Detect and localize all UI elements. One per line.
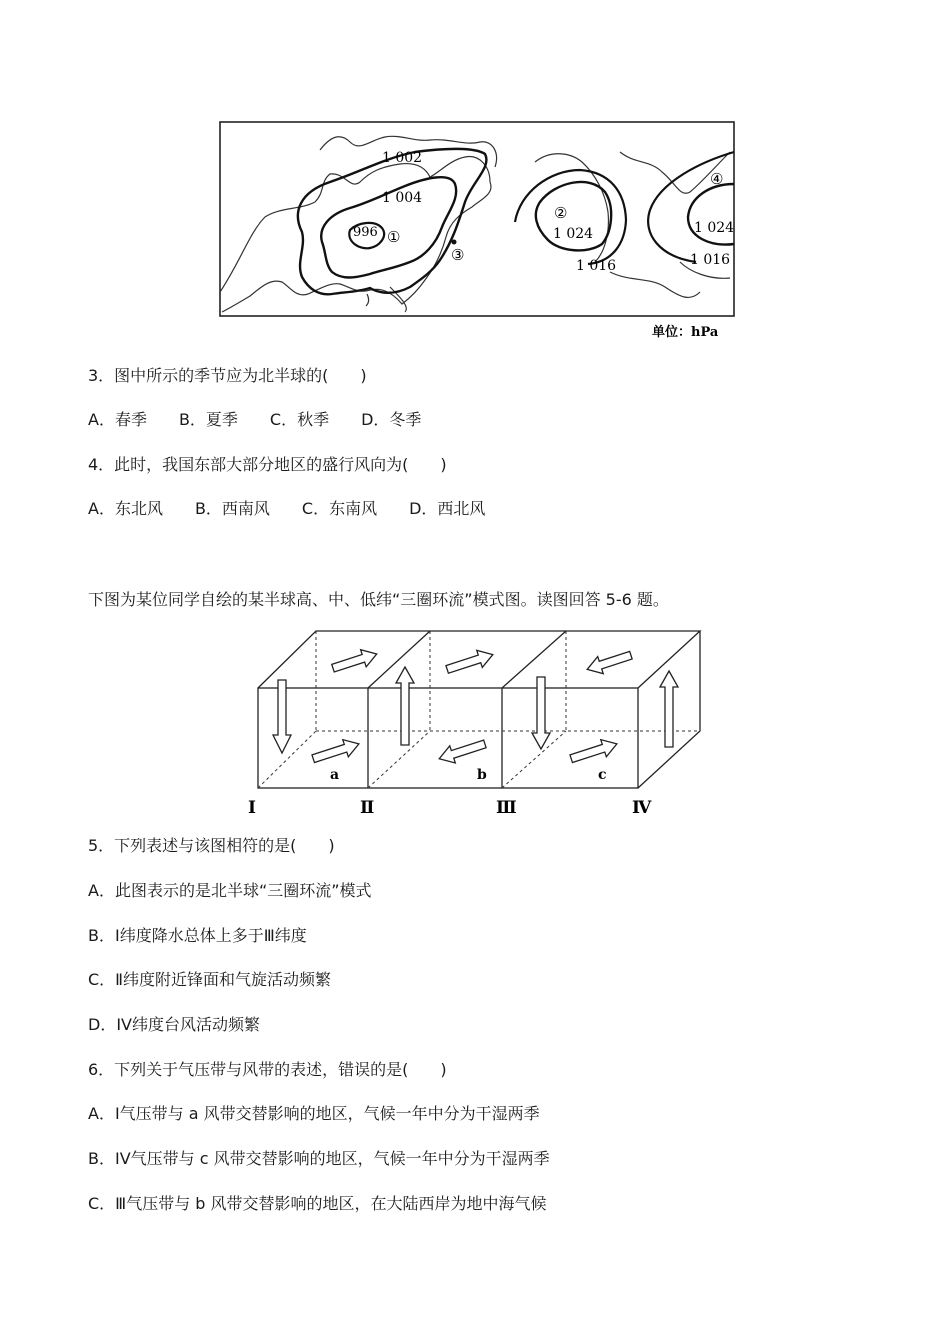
- q5-option-d: D．IV纬度台风活动频繁: [88, 1015, 260, 1034]
- label-1002: 1 002: [382, 150, 423, 166]
- q6-stem: 6．下列关于气压带与风带的表述，错误的是( ): [88, 1060, 447, 1079]
- top-diag-III: [502, 631, 566, 688]
- arrow-bottom-3: [568, 735, 619, 767]
- label-1024-east: 1 024: [553, 226, 594, 242]
- arrow-up-II: [396, 667, 414, 745]
- q6-option-b: B．IV气压带与 c 风带交替影响的地区，气候一年中分为干湿两季: [88, 1149, 550, 1168]
- q5-option-b: B．Ⅰ纬度降水总体上多于Ⅲ纬度: [88, 926, 307, 945]
- label-1004: 1 004: [382, 190, 423, 206]
- label-1024-far: 1 024: [694, 220, 735, 236]
- q6-option-a: A．Ⅰ气压带与 a 风带交替影响的地区，气候一年中分为干湿两季: [88, 1104, 540, 1123]
- intro-text: 下图为某位同学自绘的某半球高、中、低纬“三圈环流”模式图。读图回答 5-6 题。: [88, 590, 669, 609]
- arrow-bottom-1: [310, 735, 361, 767]
- q3-stem: 3．图中所示的季节应为北半球的( ): [88, 366, 367, 385]
- q6-option-c: C．Ⅲ气压带与 b 风带交替影响的地区，在大陆西岸为地中海气候: [88, 1194, 547, 1213]
- q4-stem: 4．此时，我国东部大部分地区的盛行风向为( ): [88, 455, 447, 474]
- hidden-diag-2: [368, 731, 430, 788]
- label-lat-IV: Ⅳ: [632, 798, 652, 818]
- label-lat-III: Ⅲ: [496, 798, 517, 818]
- label-wind-c: c: [598, 767, 607, 783]
- label-lat-II: Ⅱ: [360, 798, 375, 818]
- label-wind-b: b: [477, 767, 487, 783]
- label-lat-I: Ⅰ: [248, 798, 256, 818]
- q3-options: A．春季 B．夏季 C．秋季 D．冬季: [88, 410, 422, 429]
- q5-stem: 5．下列表述与该图相符的是( ): [88, 836, 335, 855]
- arrow-up-IV: [660, 671, 678, 747]
- q5-option-a: A．此图表示的是北半球“三圈环流”模式: [88, 881, 372, 900]
- q4-options: A．东北风 B．西南风 C．东南风 D．西北风: [88, 499, 486, 518]
- label-wind-a: a: [330, 767, 340, 783]
- arrow-down-I: [273, 680, 291, 753]
- label-marker-2: ②: [554, 204, 568, 222]
- arrow-bottom-2: [436, 735, 487, 767]
- label-marker-4: ④: [710, 170, 724, 188]
- label-1016-east: 1 016: [576, 258, 617, 274]
- arrow-top-1: [330, 645, 379, 676]
- label-marker-1: ①: [387, 228, 401, 246]
- circulation-diagram: [240, 625, 720, 820]
- label-1016-far: 1 016: [690, 252, 731, 268]
- point-3-marker: [452, 240, 457, 245]
- box-front-face: [258, 688, 638, 788]
- arrow-top-2: [444, 646, 495, 678]
- map-unit: 单位：hPa: [652, 325, 719, 340]
- label-marker-3: ③: [451, 246, 465, 264]
- q5-option-c: C．Ⅱ纬度附近锋面和气旋活动频繁: [88, 970, 332, 989]
- hidden-diag-3: [502, 731, 566, 788]
- isobar-map: [210, 112, 740, 344]
- arrow-top-3: [584, 647, 633, 678]
- label-996: 996: [353, 225, 378, 240]
